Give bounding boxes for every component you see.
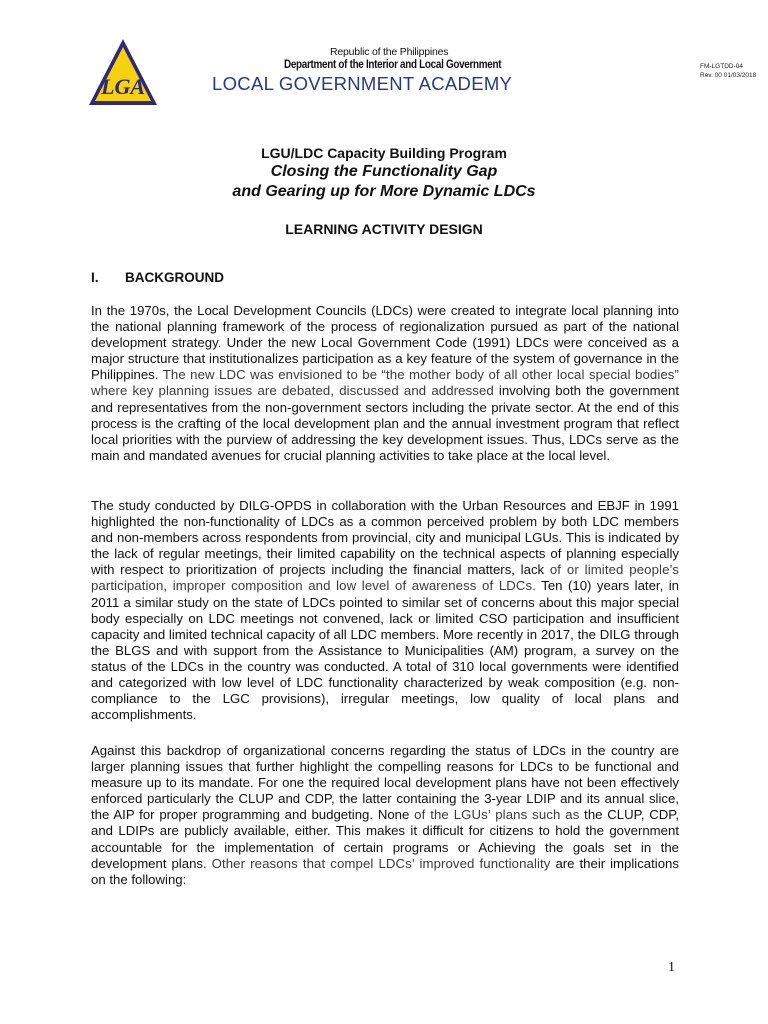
paragraph-1-text-b: The new LDC was envisioned to be “the mother body of all other local special bodies” where key planning issues are debated, discussed and addressed <box>91 367 679 399</box>
form-code-block <box>700 63 756 80</box>
document-type-heading: LEARNING ACTIVITY DESIGN <box>285 221 483 237</box>
department-label: Department of the Interior and Local Government <box>284 59 502 71</box>
section-title: BACKGROUND <box>125 270 224 285</box>
paragraph-3-text-a: Against this backdrop of organizational concerns regarding the status of LDCs in the country are larger planning issues that further highlight the compelling reasons for LDCs to be functional and measure up to its mandate. For one the required local development plans have not been effectively enforced particularly the CLUP and CDP, the latter containing the 3-year LDIP and its annual slice, the AIP for proper programming and budgeting. None <box>91 743 679 823</box>
paragraph-3 <box>91 743 679 888</box>
document-title-line1: Closing the Functionality Gap <box>270 163 498 180</box>
paragraph-2-text-a: The study conducted by DILG-OPDS in collaboration with the Urban Resources and EBJF in 1991 highlighted the non-functionality of LDCs as a common perceived problem by both LDC members and non-members across respondents from provincial, city and municipal LGUs. This is indicated by the lack of regular meetings, their limited capability on the technical aspects of planning especially with respect to prioritization of projects including the financial matters, lack <box>91 498 679 578</box>
paragraph-1 <box>91 303 679 464</box>
academy-name: LOCAL GOVERNMENT ACADEMY <box>212 73 513 94</box>
paragraph-3-text-b: of the LGUs’ plans such as <box>414 807 580 823</box>
program-title: LGU/LDC Capacity Building Program <box>261 145 507 161</box>
paragraph-3-text-d: Other reasons that compel LDCs’ improved functionality <box>211 855 551 871</box>
logo-text: LGA <box>101 74 145 99</box>
revision-label: Rev. 00 01/03/2018 <box>700 71 757 79</box>
paragraph-1-text-a: In the 1970s, the Local Development Councils (LDCs) were created to integrate local planning into the national planning framework of the process of regionalization pursued as part of the national development strategy. Under the new Local Government Code (1991) LDCs were conceived as a major structure that institutionalizes participation as a key feature of the system of governance in the Philippines. <box>91 303 679 383</box>
paragraph-2 <box>91 498 679 723</box>
section-number: I. <box>91 270 99 285</box>
document-title-line2: and Gearing up for More Dynamic LDCs <box>232 183 536 200</box>
page-number: 1 <box>668 960 675 975</box>
paragraph-3-text-e: are their implications on the following: <box>91 855 679 887</box>
paragraph-1-text-c: involving both the government and representatives from the non-government sectors including the private sector. At the end of this process is the crafting of the local development plan and the annual investment program that reflect local priorities with the purview of addressing the key development issues. Thus, LDCs serve as the main and mandated avenues for crucial planning activities to take place at the local level. <box>91 383 680 463</box>
republic-label: Republic of the Philippines <box>330 46 449 58</box>
paragraph-2-text-c: Ten (10) years later, in 2011 a similar study on the state of LDCs pointed to similar set of concerns about this major special body especially on LDC meetings not convened, lack or limited CSO participation and insufficient capacity and limited technical capacity of all LDC members. More recently in 2017, the DILG through the BLGS and with support from the Assistance to Municipalities (AM) program, a survey on the status of the LDCs in the country was conducted. A total of 310 local governments were identified and categorized with low level of LDC functionality characterized by weak composition (e.g. non-compliance to the LGC provisions), irregular meetings, low quality of local plans and accomplishments. <box>91 578 679 723</box>
form-code: FM-LGTDD-04 <box>700 63 743 70</box>
paragraph-3-text-c: the CLUP, CDP, and LDIPs are publicly available, either. This makes it difficult for citizens to hold the government accountable for the implementation of certain programs or Achieving the goals set in the development plans. <box>91 807 680 871</box>
lga-logo <box>88 38 158 106</box>
paragraph-2-text-b: of or limited people’s participation, improper composition and low level of awareness of LDCs. <box>91 562 679 594</box>
